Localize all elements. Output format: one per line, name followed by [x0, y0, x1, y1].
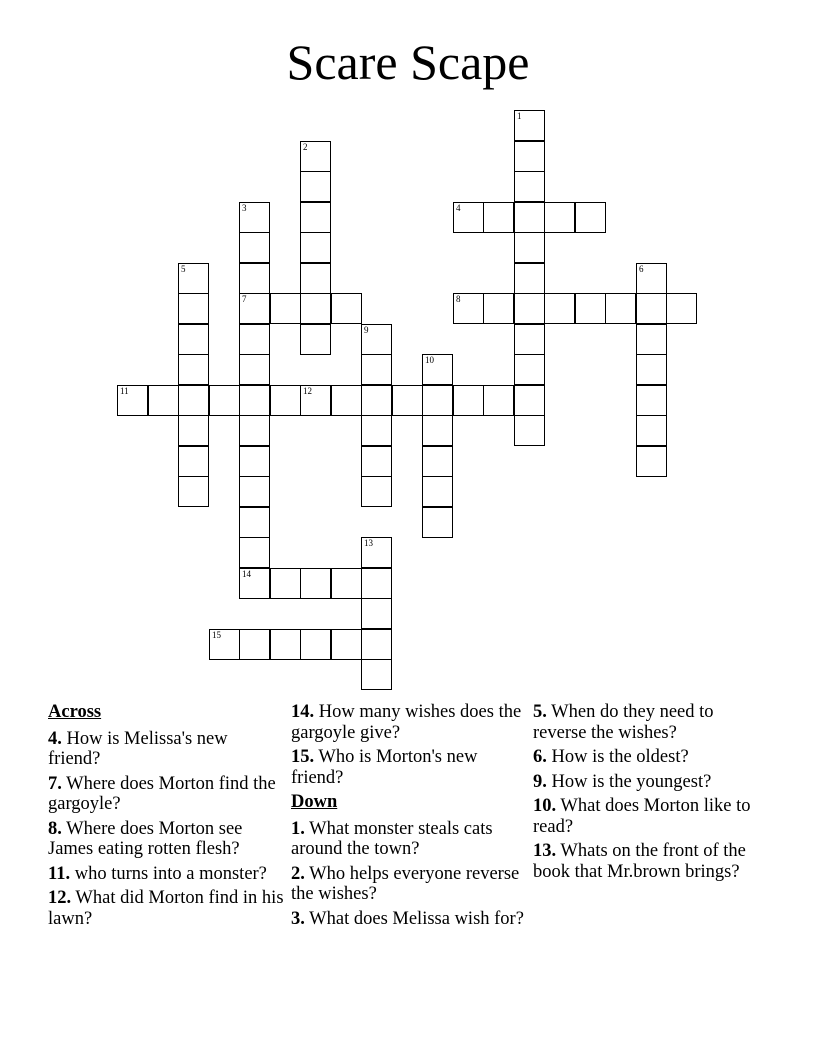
grid-cell[interactable] [514, 171, 545, 202]
clue-item [533, 747, 769, 768]
clue-column-1 [48, 702, 284, 933]
cell-number: 6 [639, 264, 644, 274]
grid-cell[interactable] [300, 202, 331, 233]
clue-text: What did Morton find in his lawn? [48, 888, 284, 929]
clue-text: What monster steals cats around the town? [291, 818, 493, 859]
cell-number: 14 [242, 569, 251, 579]
grid-cell[interactable] [361, 324, 392, 355]
grid-cell[interactable] [453, 293, 484, 324]
grid-cell[interactable] [178, 293, 209, 324]
clue-column-3 [533, 702, 769, 886]
clue-number: 6. [533, 747, 547, 767]
clue-number: 15. [291, 747, 315, 767]
grid-cell[interactable] [331, 568, 362, 599]
grid-cell[interactable] [239, 202, 270, 233]
grid-cell[interactable] [270, 629, 301, 660]
grid-cell[interactable] [514, 110, 545, 141]
grid-cell[interactable] [178, 263, 209, 294]
grid-cell[interactable] [636, 324, 667, 355]
clue-text: How is Melissa's new friend? [48, 728, 228, 769]
clue-text: Where does Morton see James eating rotten flesh? [48, 818, 243, 859]
grid-cell[interactable] [422, 476, 453, 507]
grid-cell[interactable] [636, 385, 667, 416]
grid-cell[interactable] [514, 324, 545, 355]
clue-column-2 [291, 702, 527, 933]
clue-number: 13. [533, 841, 557, 861]
grid-cell[interactable] [514, 141, 545, 172]
clue-item [48, 819, 284, 860]
cell-number: 12 [303, 386, 312, 396]
grid-cell[interactable] [514, 385, 545, 416]
grid-cell[interactable] [544, 293, 575, 324]
clue-item [533, 796, 769, 837]
grid-cell[interactable] [239, 507, 270, 538]
clue-text: How many wishes does the gargoyle give? [291, 702, 522, 743]
grid-cell[interactable] [300, 171, 331, 202]
cell-number: 5 [181, 264, 186, 274]
grid-cell[interactable] [361, 629, 392, 660]
clue-item [533, 702, 769, 743]
grid-cell[interactable] [239, 537, 270, 568]
cell-number: 1 [517, 111, 522, 121]
grid-cell[interactable] [270, 568, 301, 599]
grid-cell[interactable] [239, 629, 270, 660]
clue-text: When do they need to reverse the wishes? [533, 702, 714, 743]
grid-cell[interactable] [361, 598, 392, 629]
grid-cell[interactable] [361, 446, 392, 477]
grid-cell[interactable] [361, 537, 392, 568]
clue-text: What does Morton like to read? [533, 796, 751, 837]
cell-number: 13 [364, 538, 373, 548]
grid-cell[interactable] [453, 202, 484, 233]
clue-number: 1. [291, 818, 305, 839]
grid-cell[interactable] [239, 324, 270, 355]
grid-cell[interactable] [239, 263, 270, 294]
grid-cell[interactable] [361, 415, 392, 446]
grid-cell[interactable] [178, 476, 209, 507]
clue-number: 7. [48, 773, 62, 794]
clue-item [48, 864, 284, 885]
clue-text: Whats on the front of the book that Mr.brown brings? [533, 841, 746, 882]
grid-cell[interactable] [300, 629, 331, 660]
grid-cell[interactable] [361, 354, 392, 385]
clue-number: 11. [48, 863, 71, 884]
clue-text: Who helps everyone reverse the wishes? [291, 863, 520, 904]
grid-cell[interactable] [361, 385, 392, 416]
grid-cell[interactable] [514, 354, 545, 385]
cell-number: 8 [456, 294, 461, 304]
grid-cell[interactable] [270, 385, 301, 416]
grid-cell[interactable] [636, 446, 667, 477]
grid-cell[interactable] [514, 232, 545, 263]
clue-number: 9. [533, 771, 547, 792]
clue-item [48, 729, 284, 770]
grid-cell[interactable] [300, 385, 331, 416]
grid-cell[interactable] [514, 293, 545, 324]
grid-cell[interactable] [514, 202, 545, 233]
clue-item [291, 702, 527, 743]
grid-cell[interactable] [178, 324, 209, 355]
grid-cell[interactable] [636, 415, 667, 446]
cell-number: 3 [242, 203, 247, 213]
grid-cell[interactable] [178, 415, 209, 446]
grid-cell[interactable] [361, 568, 392, 599]
cell-number: 9 [364, 325, 369, 335]
grid-cell[interactable] [483, 202, 514, 233]
grid-cell[interactable] [300, 568, 331, 599]
grid-cell[interactable] [270, 293, 301, 324]
clue-text: How is the oldest? [546, 747, 689, 767]
cell-number: 10 [425, 355, 434, 365]
grid-cell[interactable] [575, 293, 606, 324]
grid-cell[interactable] [300, 141, 331, 172]
grid-cell[interactable] [666, 293, 697, 324]
grid-cell[interactable] [392, 385, 423, 416]
cell-number: 7 [242, 294, 247, 304]
grid-cell[interactable] [331, 385, 362, 416]
grid-cell[interactable] [361, 476, 392, 507]
grid-cell[interactable] [178, 354, 209, 385]
grid-cell[interactable] [514, 263, 545, 294]
grid-cell[interactable] [453, 385, 484, 416]
clue-number: 4. [48, 728, 62, 749]
grid-cell[interactable] [148, 385, 179, 416]
grid-cell[interactable] [239, 446, 270, 477]
grid-cell[interactable] [239, 476, 270, 507]
grid-cell[interactable] [331, 293, 362, 324]
puzzle-title: Scare Scape [286, 34, 530, 90]
clue-item [533, 772, 769, 793]
cell-number: 15 [212, 630, 221, 640]
clue-item [291, 819, 527, 860]
clue-item [291, 747, 527, 788]
grid-cell[interactable] [239, 354, 270, 385]
grid-cell[interactable] [422, 415, 453, 446]
clue-text: How is the youngest? [546, 771, 712, 792]
grid-cell[interactable] [422, 385, 453, 416]
down-heading: Down [291, 792, 338, 812]
clue-item [291, 864, 527, 905]
clue-number: 3. [291, 908, 305, 929]
grid-cell[interactable] [300, 324, 331, 355]
clue-item [48, 888, 284, 929]
clue-text: who turns into a monster? [70, 863, 267, 884]
grid-cell[interactable] [239, 293, 270, 324]
grid-cell[interactable] [636, 354, 667, 385]
grid-cell[interactable] [300, 293, 331, 324]
grid-cell[interactable] [361, 659, 392, 690]
cell-number: 2 [303, 142, 308, 152]
clue-item [291, 909, 527, 930]
grid-cell[interactable] [239, 232, 270, 263]
grid-cell[interactable] [178, 446, 209, 477]
grid-cell[interactable] [422, 354, 453, 385]
grid-cell[interactable] [239, 385, 270, 416]
across-heading: Across [48, 702, 102, 722]
grid-cell[interactable] [239, 568, 270, 599]
grid-cell[interactable] [300, 232, 331, 263]
grid-cell[interactable] [209, 385, 240, 416]
grid-cell[interactable] [209, 629, 240, 660]
clue-number: 5. [533, 702, 547, 722]
grid-cell[interactable] [514, 415, 545, 446]
clue-text: Who is Morton's new friend? [291, 747, 478, 788]
clue-number: 2. [291, 863, 305, 884]
grid-cell[interactable] [605, 293, 636, 324]
grid-cell[interactable] [178, 385, 209, 416]
clue-number: 12. [48, 888, 72, 908]
cell-number: 11 [120, 386, 129, 396]
grid-cell[interactable] [117, 385, 148, 416]
grid-cell[interactable] [422, 446, 453, 477]
grid-cell[interactable] [483, 385, 514, 416]
grid-cell[interactable] [636, 263, 667, 294]
clue-item [533, 841, 769, 882]
clue-text: Where does Morton find the gargoyle? [48, 773, 276, 814]
grid-cell[interactable] [636, 293, 667, 324]
grid-cell[interactable] [483, 293, 514, 324]
grid-cell[interactable] [300, 263, 331, 294]
grid-cell[interactable] [544, 202, 575, 233]
clue-text: What does Melissa wish for? [304, 908, 524, 929]
clue-item [48, 774, 284, 815]
grid-cell[interactable] [239, 415, 270, 446]
clue-number: 14. [291, 702, 315, 722]
clue-number: 8. [48, 818, 62, 839]
grid-cell[interactable] [331, 629, 362, 660]
cell-number: 4 [456, 203, 461, 213]
grid-cell[interactable] [575, 202, 606, 233]
grid-cell[interactable] [422, 507, 453, 538]
clue-number: 10. [533, 796, 557, 816]
